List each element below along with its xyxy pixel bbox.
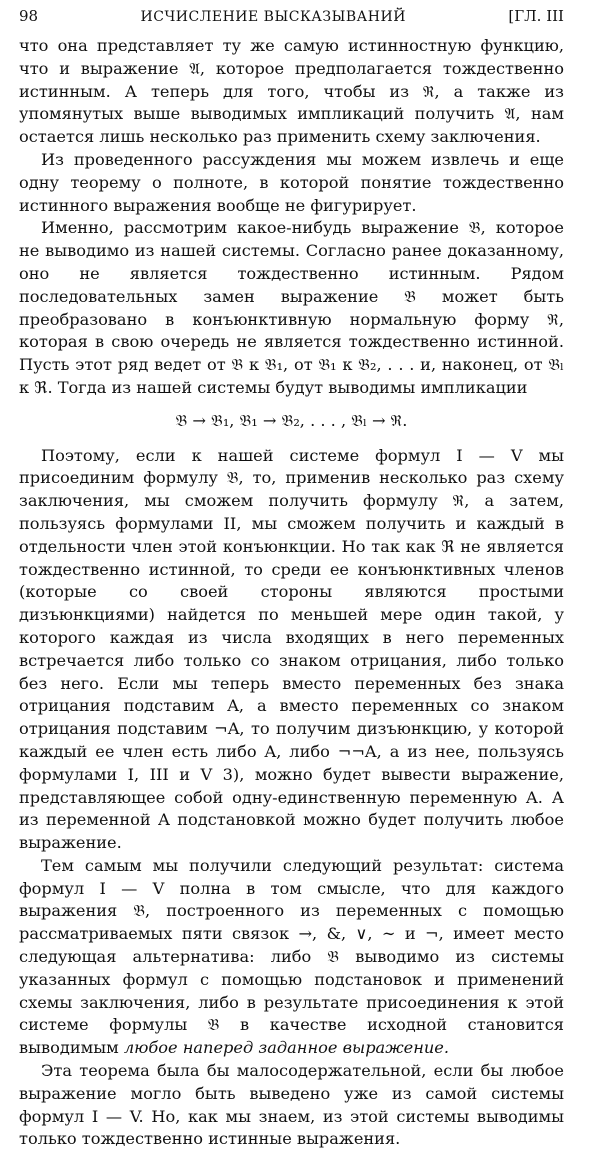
paragraph-4: Поэтому, если к нашей системе формул I — V мы присоединим формулу 𝔅, то, применив несколько раз схему заключения, мы сможем получить формулу ℜ, а затем, пользуясь формулами II, мы сможем получить и каждый в отдельности член этой конъюнкции. Но так как ℜ не является тождественно истинной, то среди ее конъюнктивных членов (которые со своей стороны являются простыми дизъюнкциями) найдется по меньшей мере один такой, у которого каждая из числа входящих в него переменных встречается либо только со знаком отрицания, либо только без него. Если мы теперь вместо переменных без знака отрицания подставим A, а вместо переменных со знаком отрицания подставим ¬A, то получим дизъюнкцию, у которой каждый ее член есть либо A, либо ¬¬A, а из нее, пользуясь формулами I, III и V 3), можно будет вывести выражение, представляющее собой одну-единственную переменную A. А из переменной A подстановкой можно будет получить любое выражение. (19, 445, 564, 853)
paragraph-6: Эта теорема была бы малосодержательной, если бы любое выражение могло быть выведено уже из самой системы формул I — V. Но, как мы знаем, из этой системы выводимы только тождественно истинные выражения. (19, 1061, 564, 1149)
paragraph-5 (19, 855, 564, 1060)
running-title: ИСЧИСЛЕНИЕ ВЫСКАЗЫВАНИЙ (140, 9, 406, 25)
paragraph-5-text: Тем самым мы получили следующий результат: система формул I — V полна в том смысле, что для каждого выражения 𝔅, построенного из переменных с помощью рассматриваемых пяти связок →, &, ∨, ∼ и ¬, имеет место следующая альтернатива: либо 𝔅 выводимо из системы указанных формул с помощью подстановок и применений схемы заключения, либо в результате присоединения к этой системе формулы 𝔅 в качестве исходной становится выводимым (19, 855, 564, 1058)
page-body (19, 35, 564, 1151)
paragraph-1: что она представляет ту же самую истинностную функцию, что и выражение 𝔄, которое предполагается тождественно истинным. А теперь для того, чтобы из ℜ, а также из упомянутых выше выводимых импликаций получить 𝔄, нам остается лишь несколько раз применить схему заключения. (19, 36, 564, 147)
chapter-marker: [ГЛ. III (508, 7, 564, 25)
page-number: 98 (19, 7, 39, 25)
page-header (19, 6, 564, 27)
paragraph-2: Из проведенного рассуждения мы можем извлечь и еще одну теорему о полноте, в которой понятие тождественно истинного выражения вообще не фигурирует. (19, 149, 564, 215)
implication-formula: 𝔅 → 𝔅₁, 𝔅₁ → 𝔅₂, . . . , 𝔅ₗ → ℜ. (175, 410, 408, 430)
paragraph-5-emphasis: любое наперед заданное выражение. (123, 1038, 450, 1058)
paragraph-3: Именно, рассмотрим какое-нибудь выражение 𝔅, которое не выводимо из нашей системы. Согласно ранее доказанному, оно не является тождественно истинным. Рядом последовательных замен выражение 𝔅 может быть преобразовано в конъюнктивную нормальную форму ℜ, которая в свою очередь не является тождественно истинной. Пусть этот ряд ведет от 𝔅 к 𝔅₁, от 𝔅₁ к 𝔅₂, . . . и, наконец, от 𝔅ₗ к ℜ. Тогда из нашей системы будут выводимы импликации (19, 218, 564, 397)
